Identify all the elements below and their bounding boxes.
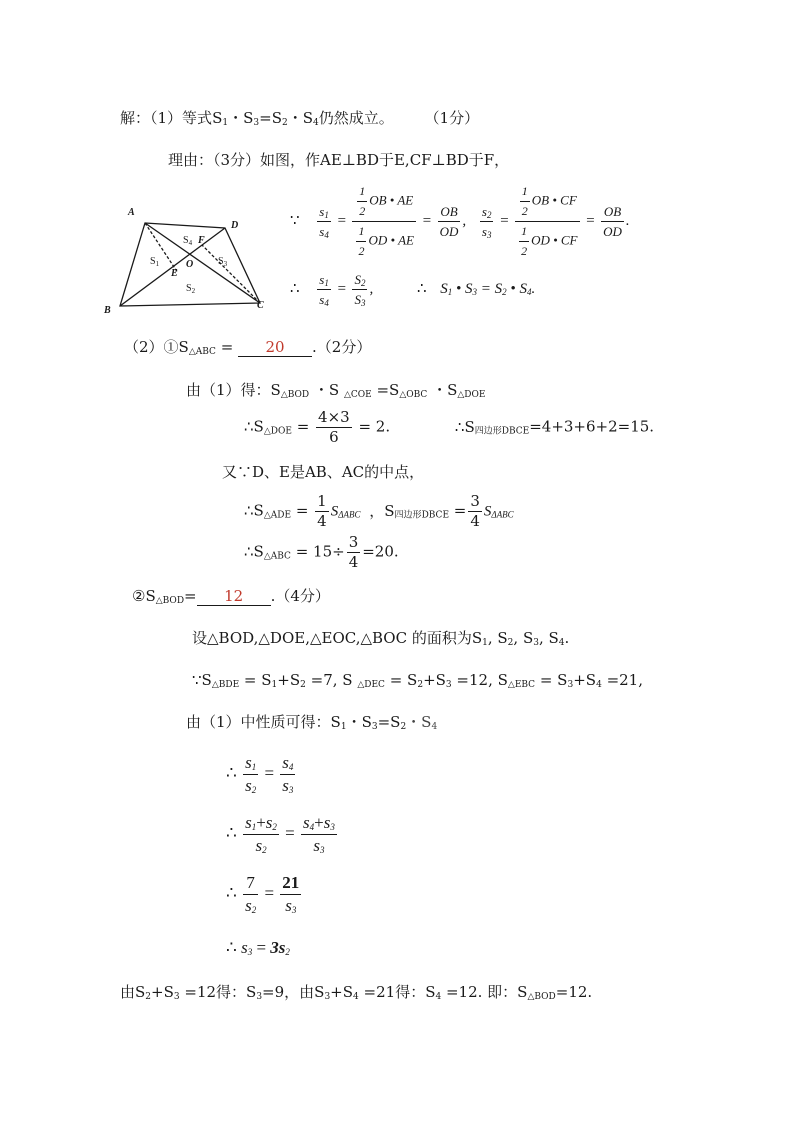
label-s4: $S_4$: [183, 235, 193, 247]
label-s3: $S_3$: [218, 256, 228, 268]
proof-conclusion-line: ∴ $\frac{s_1}{s_4}$ = $\frac{S_2}{S_3}$ , ∴ $S_1$ • $S_3 = S_2$ • $S_4$.: [290, 272, 536, 308]
reason-line: 理由：（3分）如图，作AE⊥BD于E,CF⊥BD于F，: [168, 151, 510, 169]
label-o: O: [186, 259, 194, 270]
label-s1: $S_1$: [150, 256, 160, 268]
label-s2: $S_2$: [186, 283, 196, 295]
answer-blank-2: 12: [197, 587, 271, 606]
doe-line: $\therefore S_{\triangle DOE}$ = $\frac{4\times 3}{6}$ = 2. $\therefore S_{四边形DBCE}=4+3+6+2=15$.: [244, 408, 655, 446]
quadrilateral-figure: [100, 196, 280, 321]
answer-blank-1: 20: [238, 338, 312, 357]
eq-s3: ∴ $s_3 = 3s_2$: [226, 938, 290, 957]
let-line: 设△BOD,△DOE,△EOC,△BOC 的面积为$S_1$, $S_2$, $S_3$, $S_4$.: [192, 629, 570, 648]
property-line: 由（1）中性质可得：$S_1$・$S_3=S_2$・$S_4$: [186, 713, 438, 732]
eq-ratio-2: ∴ $\frac{s_1+s_2}{s_2}$ = $\frac{s_4+s_3}{s_3}$: [226, 813, 335, 855]
part2-answer1-line: $(2)①S_{\triangle ABC} = 20$ .（2分）: [124, 338, 372, 357]
midpoint-line: 又∵D、E是AB、AC的中点，: [222, 463, 425, 481]
eq-ratio-3: ∴ $\frac{7}{s_2}$ = $\frac{21}{s_3}$: [226, 873, 300, 915]
part1-statement: 解：（1）等式$S_1$・$S_3=S_2$・$S_4$仍然成立。 （1分）: [120, 109, 480, 128]
final-line: 由$S_2+S_3 =12$得：$S_3=9$，由$S_3+S_4 =21$得：$S_4 =12$. 即：$S_{\triangle BOD}=12$.: [120, 983, 593, 1002]
abc-final-line: $\therefore S_{\triangle ABC} = 15\div$ $\frac{3}{4}$ =20.: [244, 533, 399, 571]
from1-line: 由（1）得：$S_{\triangle BOD}$ ・S $_{\triangle COE} =S_{\triangle OBC}$ ・$S_{\triangle DOE}$: [186, 381, 486, 400]
eq-ratio-1: ∴ $\frac{s_1}{s_2}$ = $\frac{s_4}{s_3}$: [226, 753, 294, 795]
label-f: F: [198, 235, 205, 246]
proof-ratio-line: ∵ $\frac{s_1}{s_4}$ = $\frac{1}{2}$ OB • AE $\frac{1}{2}$ OD • AE = $\frac{OB}{OD}$ , $\frac{s_2}{s_3}$ = $\frac{1}{2}$ OB • CF $\frac{1}{2}$ OD • CF = $\frac{OB}{OD}$ .: [290, 184, 630, 258]
label-d: D: [231, 220, 239, 231]
part2-answer2-line: $②S_{\triangle BOD}= 12$ .（4分）: [132, 587, 330, 606]
score-label: （1分）: [424, 109, 480, 127]
label-e: E: [171, 268, 178, 279]
ade-line: $\therefore S_{\triangle ADE}$ = $\frac{1}{4}$ $S_{\Delta ABC}$ ，$S_{四边形DBCE}$ = $\frac{3}{4}$ $S_{\Delta ABC}$: [244, 492, 514, 530]
label-a: A: [128, 207, 135, 218]
label-c: C: [257, 300, 264, 311]
sums-line: $\because S_{\triangle BDE} = S_1+S_2 =7$, S $_{\triangle DEC} = S_2+S_3 =12$, $S_{\triangle EBC} = S_3+S_4 =21$,: [192, 671, 643, 690]
label-b: B: [104, 305, 111, 316]
